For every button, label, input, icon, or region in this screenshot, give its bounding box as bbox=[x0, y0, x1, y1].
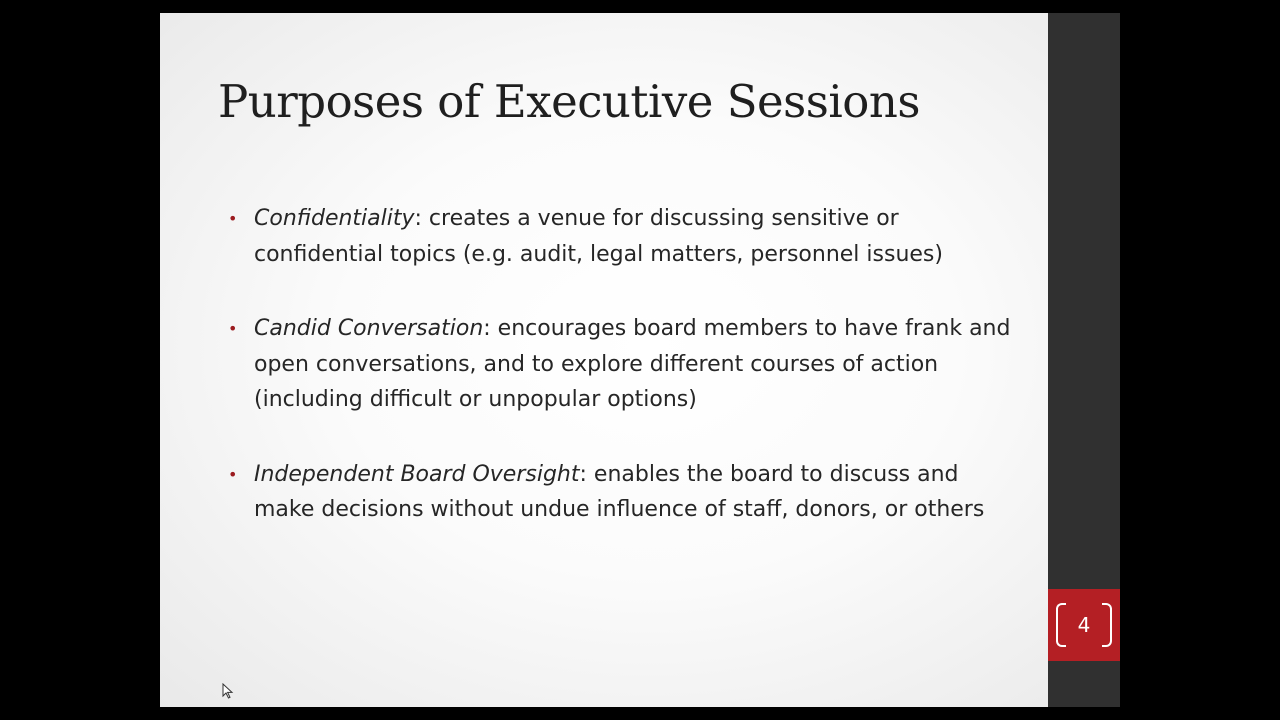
bullet-term: Confidentiality bbox=[254, 206, 415, 231]
slide bbox=[160, 13, 1048, 707]
bullet-term: Independent Board Oversight bbox=[254, 461, 580, 487]
bullet-item-candid-conversation bbox=[228, 311, 1018, 418]
bullet-marker: • bbox=[228, 319, 238, 338]
mouse-pointer-icon bbox=[222, 683, 234, 699]
page-number: 4 bbox=[1077, 613, 1091, 637]
bullet-term: Candid Conversation bbox=[254, 316, 484, 341]
page-number-badge bbox=[1048, 589, 1120, 661]
bullet-text: : enables the board to discuss and make decisions without undue influence of staff, donors, or others bbox=[254, 461, 985, 522]
bullet-list bbox=[228, 201, 1018, 567]
bullet-marker: • bbox=[228, 209, 238, 228]
slide-title: Purposes of Executive Sessions bbox=[218, 75, 920, 128]
bullet-item-confidentiality bbox=[228, 201, 1018, 272]
bullet-text: : creates a venue for discussing sensitive or confidential topics (e.g. audit, legal matters, personnel issues) bbox=[254, 206, 943, 267]
bullet-text: : encourages board members to have frank and open conversations, and to explore different courses of action (including difficult or unpopular options) bbox=[254, 316, 1011, 412]
bullet-item-independent-board-oversight bbox=[228, 457, 1018, 528]
bullet-marker: • bbox=[228, 464, 238, 484]
